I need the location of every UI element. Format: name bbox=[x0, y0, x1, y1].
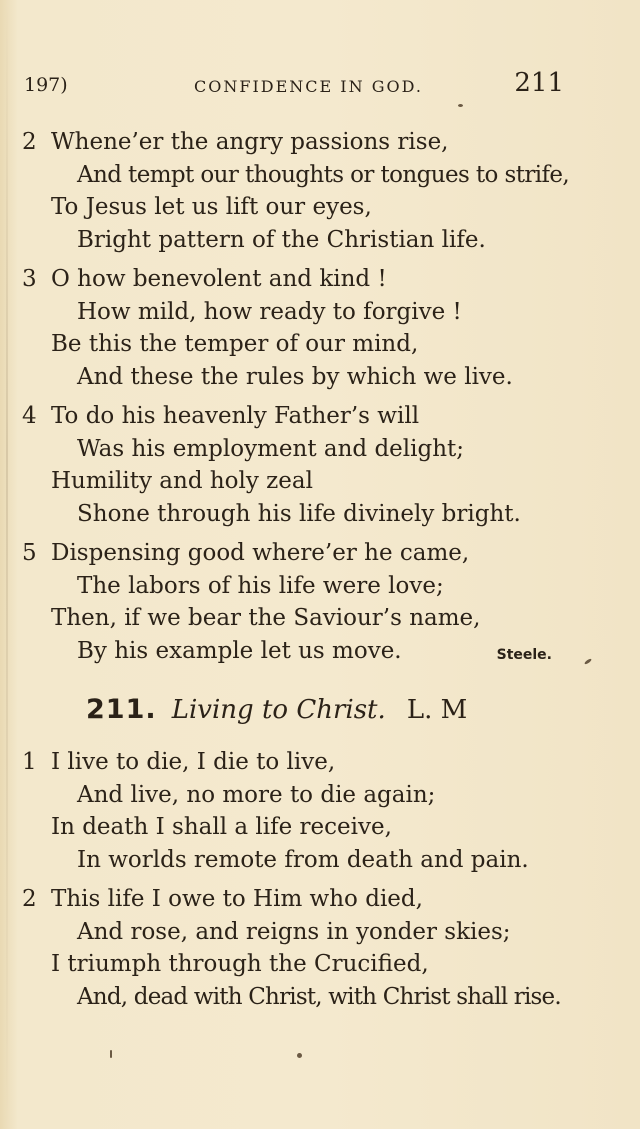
hymn-title: Living to Christ. bbox=[171, 695, 386, 725]
stanza bbox=[0, 263, 620, 393]
verse-line bbox=[0, 296, 620, 329]
verse-text: I triumph through the Crucified, bbox=[51, 951, 429, 977]
verse-text: Be this the temper of our mind, bbox=[51, 331, 419, 357]
paper-speck bbox=[297, 1053, 302, 1058]
verse-text: And these the rules by which we live. bbox=[77, 363, 513, 390]
verse-text: Humility and holy zeal bbox=[51, 468, 313, 494]
stanza-number: 2 bbox=[22, 129, 37, 155]
verse-line bbox=[0, 916, 620, 949]
verse-line bbox=[0, 811, 620, 844]
author-attribution: Steele. bbox=[496, 647, 552, 663]
verse-line bbox=[0, 537, 620, 570]
verse-text: To Jesus let us lift our eyes, bbox=[51, 194, 372, 220]
verse-text: Was his employment and delight; bbox=[77, 435, 465, 462]
verse-line bbox=[0, 159, 620, 192]
verse-line bbox=[0, 883, 620, 916]
verse-text: Shone through his life divinely bright. bbox=[77, 500, 521, 527]
stanza-number: 4 bbox=[22, 403, 37, 429]
verse-text: Dispensing good where’er he came, bbox=[51, 540, 470, 566]
verse-line bbox=[0, 328, 620, 361]
verse-line bbox=[0, 126, 620, 159]
page-number: 211 bbox=[514, 68, 564, 98]
verse-text: In death I shall a life receive, bbox=[51, 814, 392, 840]
verse-text: O how benevolent and kind ! bbox=[51, 266, 387, 292]
verse-line bbox=[0, 570, 620, 603]
stanza bbox=[0, 126, 620, 256]
verse-text: By his example let us move. bbox=[77, 637, 402, 664]
running-title: CONFIDENCE IN GOD. bbox=[194, 77, 423, 96]
hymn-meter: L. M bbox=[406, 695, 468, 725]
stanza bbox=[0, 883, 620, 1013]
verse-line bbox=[0, 263, 620, 296]
verse-text: And tempt our thoughts or tongues to strife, bbox=[77, 161, 570, 188]
verse-line bbox=[0, 981, 620, 1014]
verse-text: And live, no more to die again; bbox=[77, 781, 436, 808]
stanza-number: 2 bbox=[22, 886, 37, 912]
verse-text: In worlds remote from death and pain. bbox=[77, 846, 529, 873]
verse-text: And rose, and reigns in yonder skies; bbox=[77, 918, 511, 945]
stanza-number: 5 bbox=[22, 540, 37, 566]
stanza bbox=[0, 400, 620, 530]
verse-line bbox=[0, 400, 620, 433]
verse-text: To do his heavenly Father’s will bbox=[51, 403, 420, 429]
hymn-number: 211. bbox=[86, 694, 157, 725]
verse-text: Whene’er the angry passions rise, bbox=[51, 129, 449, 155]
verse-line bbox=[0, 602, 620, 635]
verse-line bbox=[0, 746, 620, 779]
verse-text: Then, if we bear the Saviour’s name, bbox=[51, 605, 481, 631]
stanza-number: 3 bbox=[22, 266, 37, 292]
verse-text: This life I owe to Him who died, bbox=[51, 886, 423, 912]
verse-text: I live to die, I die to live, bbox=[51, 749, 336, 775]
verse-line bbox=[0, 191, 620, 224]
verse-text: And, dead with Christ, with Christ shall rise. bbox=[77, 983, 561, 1010]
verse-line bbox=[0, 948, 620, 981]
verse-line bbox=[0, 844, 620, 877]
stanza bbox=[0, 746, 620, 876]
paper-speck bbox=[458, 104, 463, 107]
verse-line bbox=[0, 498, 620, 531]
paper-speck bbox=[110, 1050, 112, 1058]
verse-text: The labors of his life were love; bbox=[77, 572, 444, 599]
hymn-heading bbox=[86, 694, 467, 734]
stanza-number: 1 bbox=[22, 749, 37, 775]
verse-line bbox=[0, 433, 620, 466]
verse-line bbox=[0, 361, 620, 394]
hymn-reference-number: 197) bbox=[24, 74, 68, 96]
verse-line bbox=[0, 779, 620, 812]
verse-line bbox=[0, 224, 620, 257]
verse-line bbox=[0, 465, 620, 498]
verse-text: Bright pattern of the Christian life. bbox=[77, 226, 486, 253]
running-header bbox=[24, 68, 564, 104]
verse-text: How mild, how ready to forgive ! bbox=[77, 298, 462, 325]
